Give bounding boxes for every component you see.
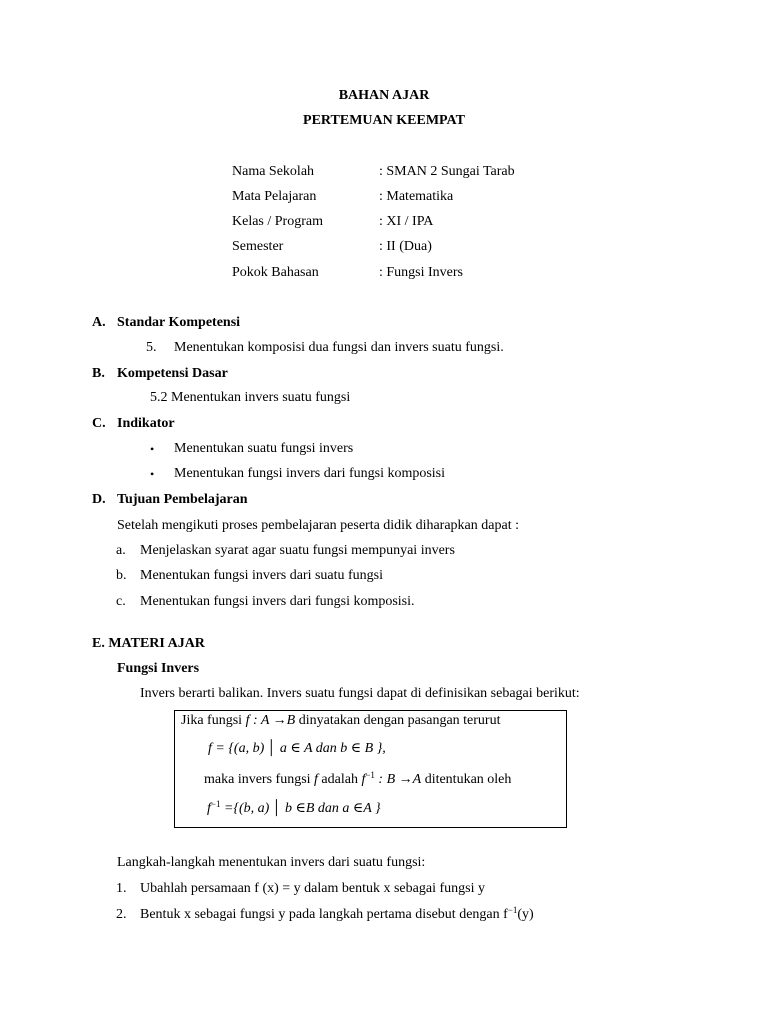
info-label-school: Nama Sekolah [232,164,315,179]
definition-line-1 [181,713,500,730]
definition-line-4-rest: ={(b, a) │ b ∈B dan a ∈A } [220,801,381,816]
definition-line-2-math: f = {(a, b) │ a ∈ A dan b ∈ B }, [208,741,386,756]
definition-line-1-pre: Jika fungsi [181,713,246,728]
section-b-item-text: 5.2 Menentukan invers suatu fungsi [150,390,351,405]
section-d-letter: D. [92,492,106,507]
definition-line-3 [204,772,511,789]
definition-box [174,710,567,828]
definition-line-3-post: ditentukan oleh [421,772,512,787]
definition-line-1-math: f : A →B [245,713,296,728]
step-2-sup: −1 [507,905,518,915]
section-d-item-2-text: Menentukan fungsi invers dari suatu fungsi [140,568,384,583]
info-value-class: : XI / IPA [379,214,434,229]
section-d-item-3-mark: c. [116,594,126,609]
section-d-item-1-mark: a. [116,543,126,558]
section-a-item-text: Menentukan komposisi dua fungsi dan invers suatu fungsi. [174,340,504,355]
definition-line-4 [207,801,381,818]
info-value-topic: : Fungsi Invers [379,265,463,280]
document-subtitle: PERTEMUAN KEEMPAT [303,113,465,128]
definition-line-3-mid: adalah [317,772,362,787]
definition-line-3-f: f [314,772,318,787]
section-a-item-number: 5. [146,340,157,355]
definition-line-3-sup: −1 [365,770,375,780]
definition-line-4-f: f [207,801,211,816]
info-value-school: : SMAN 2 Sungai Tarab [379,164,515,179]
section-a-title: Standar Kompetensi [117,315,241,330]
section-c-title: Indikator [117,416,175,431]
section-d-intro: Setelah mengikuti proses pembelajaran peserta didik diharapkan dapat : [117,518,519,533]
section-c-item-2: Menentukan fungsi invers dari fungsi komposisi [174,466,446,481]
steps-intro: Langkah-langkah menentukan invers dari suatu fungsi: [117,855,426,870]
info-label-topic: Pokok Bahasan [232,265,319,280]
step-2-mark: 2. [116,907,127,922]
step-2-line [140,907,534,924]
step-2-text: Bentuk x sebagai fungsi y pada langkah pertama disebut dengan f [140,907,508,922]
definition-line-3-math: f [361,772,366,787]
definition-line-3-pre: maka invers fungsi [204,772,315,787]
step-2-tail: (y) [517,907,534,922]
definition-line-2 [208,741,386,758]
section-b-letter: B. [92,366,105,381]
definition-line-1-post: dinyatakan dengan pasangan terurut [295,713,501,728]
definition-line-4-sup: −1 [210,799,221,809]
section-c-letter: C. [92,416,106,431]
section-b-title: Kompetensi Dasar [117,366,228,381]
bullet-icon: • [150,442,155,456]
definition-line-3-math2: : B →A [374,772,422,787]
info-value-semester: : II (Dua) [379,239,432,254]
info-label-semester: Semester [232,239,284,254]
section-d-item-1-text: Menjelaskan syarat agar suatu fungsi mempunyai invers [140,543,455,558]
section-c-item-1: Menentukan suatu fungsi invers [174,441,354,456]
section-e-title: E. MATERI AJAR [92,636,205,651]
info-label-subject: Mata Pelajaran [232,189,317,204]
info-label-class: Kelas / Program [232,214,323,229]
info-value-subject: : Matematika [379,189,454,204]
bullet-icon: • [150,467,155,481]
section-d-title: Tujuan Pembelajaran [117,492,248,507]
section-e-intro: Invers berarti balikan. Invers suatu fungsi dapat di definisikan sebagai berikut: [140,686,580,701]
section-e-subtitle: Fungsi Invers [117,661,200,676]
step-1-text: Ubahlah persamaan f (x) = y dalam bentuk x sebagai fungsi y [140,881,485,896]
section-d-item-2-mark: b. [116,568,127,583]
document-title: BAHAN AJAR [338,88,430,103]
section-a-letter: A. [92,315,106,330]
step-1-mark: 1. [116,881,127,896]
section-d-item-3-text: Menentukan fungsi invers dari fungsi komposisi. [140,594,415,609]
